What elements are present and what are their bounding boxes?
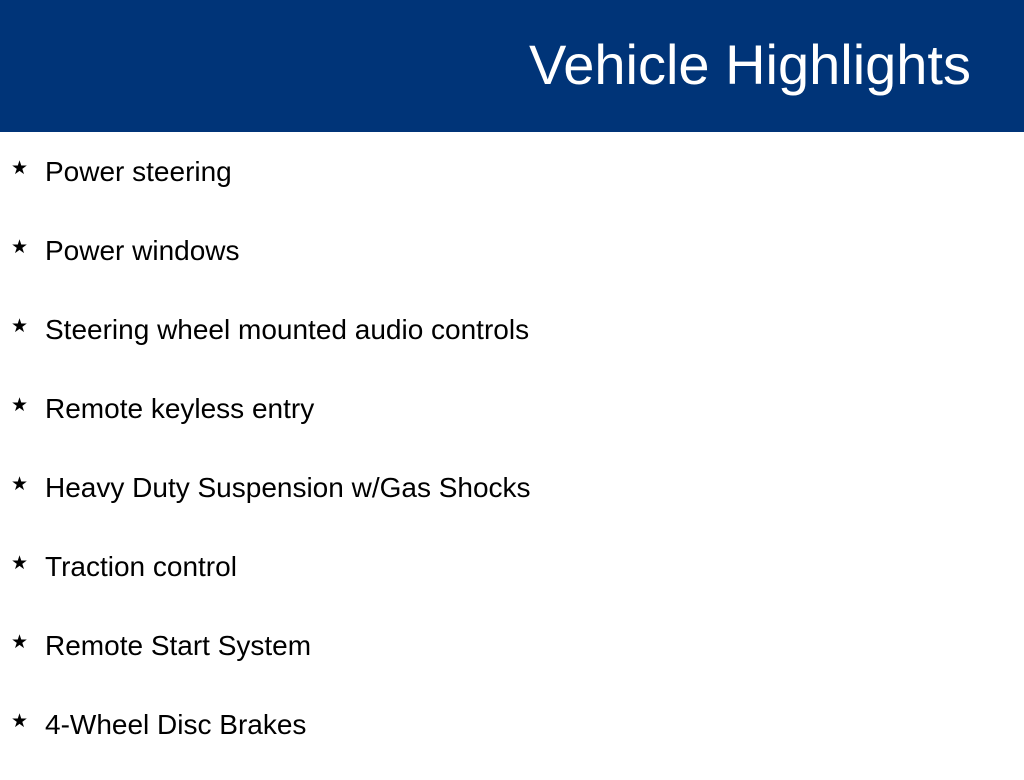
- star-icon: ★: [11, 394, 29, 416]
- page-title: Vehicle Highlights: [528, 33, 971, 96]
- feature-label: Power steering: [45, 156, 232, 187]
- star-icon: ★: [11, 157, 29, 179]
- feature-label: Heavy Duty Suspension w/Gas Shocks: [45, 472, 531, 503]
- feature-label: 4-Wheel Disc Brakes: [45, 709, 307, 740]
- star-icon: ★: [11, 236, 29, 258]
- feature-label: Power windows: [45, 235, 240, 266]
- feature-label: Traction control: [45, 551, 237, 582]
- star-icon: ★: [11, 552, 29, 574]
- feature-label: Remote Start System: [45, 630, 312, 661]
- star-icon: ★: [11, 710, 29, 732]
- star-icon: ★: [11, 473, 29, 495]
- feature-label: Remote keyless entry: [45, 393, 315, 424]
- title-banner: [0, 0, 1024, 132]
- feature-label: Steering wheel mounted audio controls: [45, 314, 530, 345]
- star-icon: ★: [11, 631, 29, 653]
- star-icon: ★: [11, 315, 29, 337]
